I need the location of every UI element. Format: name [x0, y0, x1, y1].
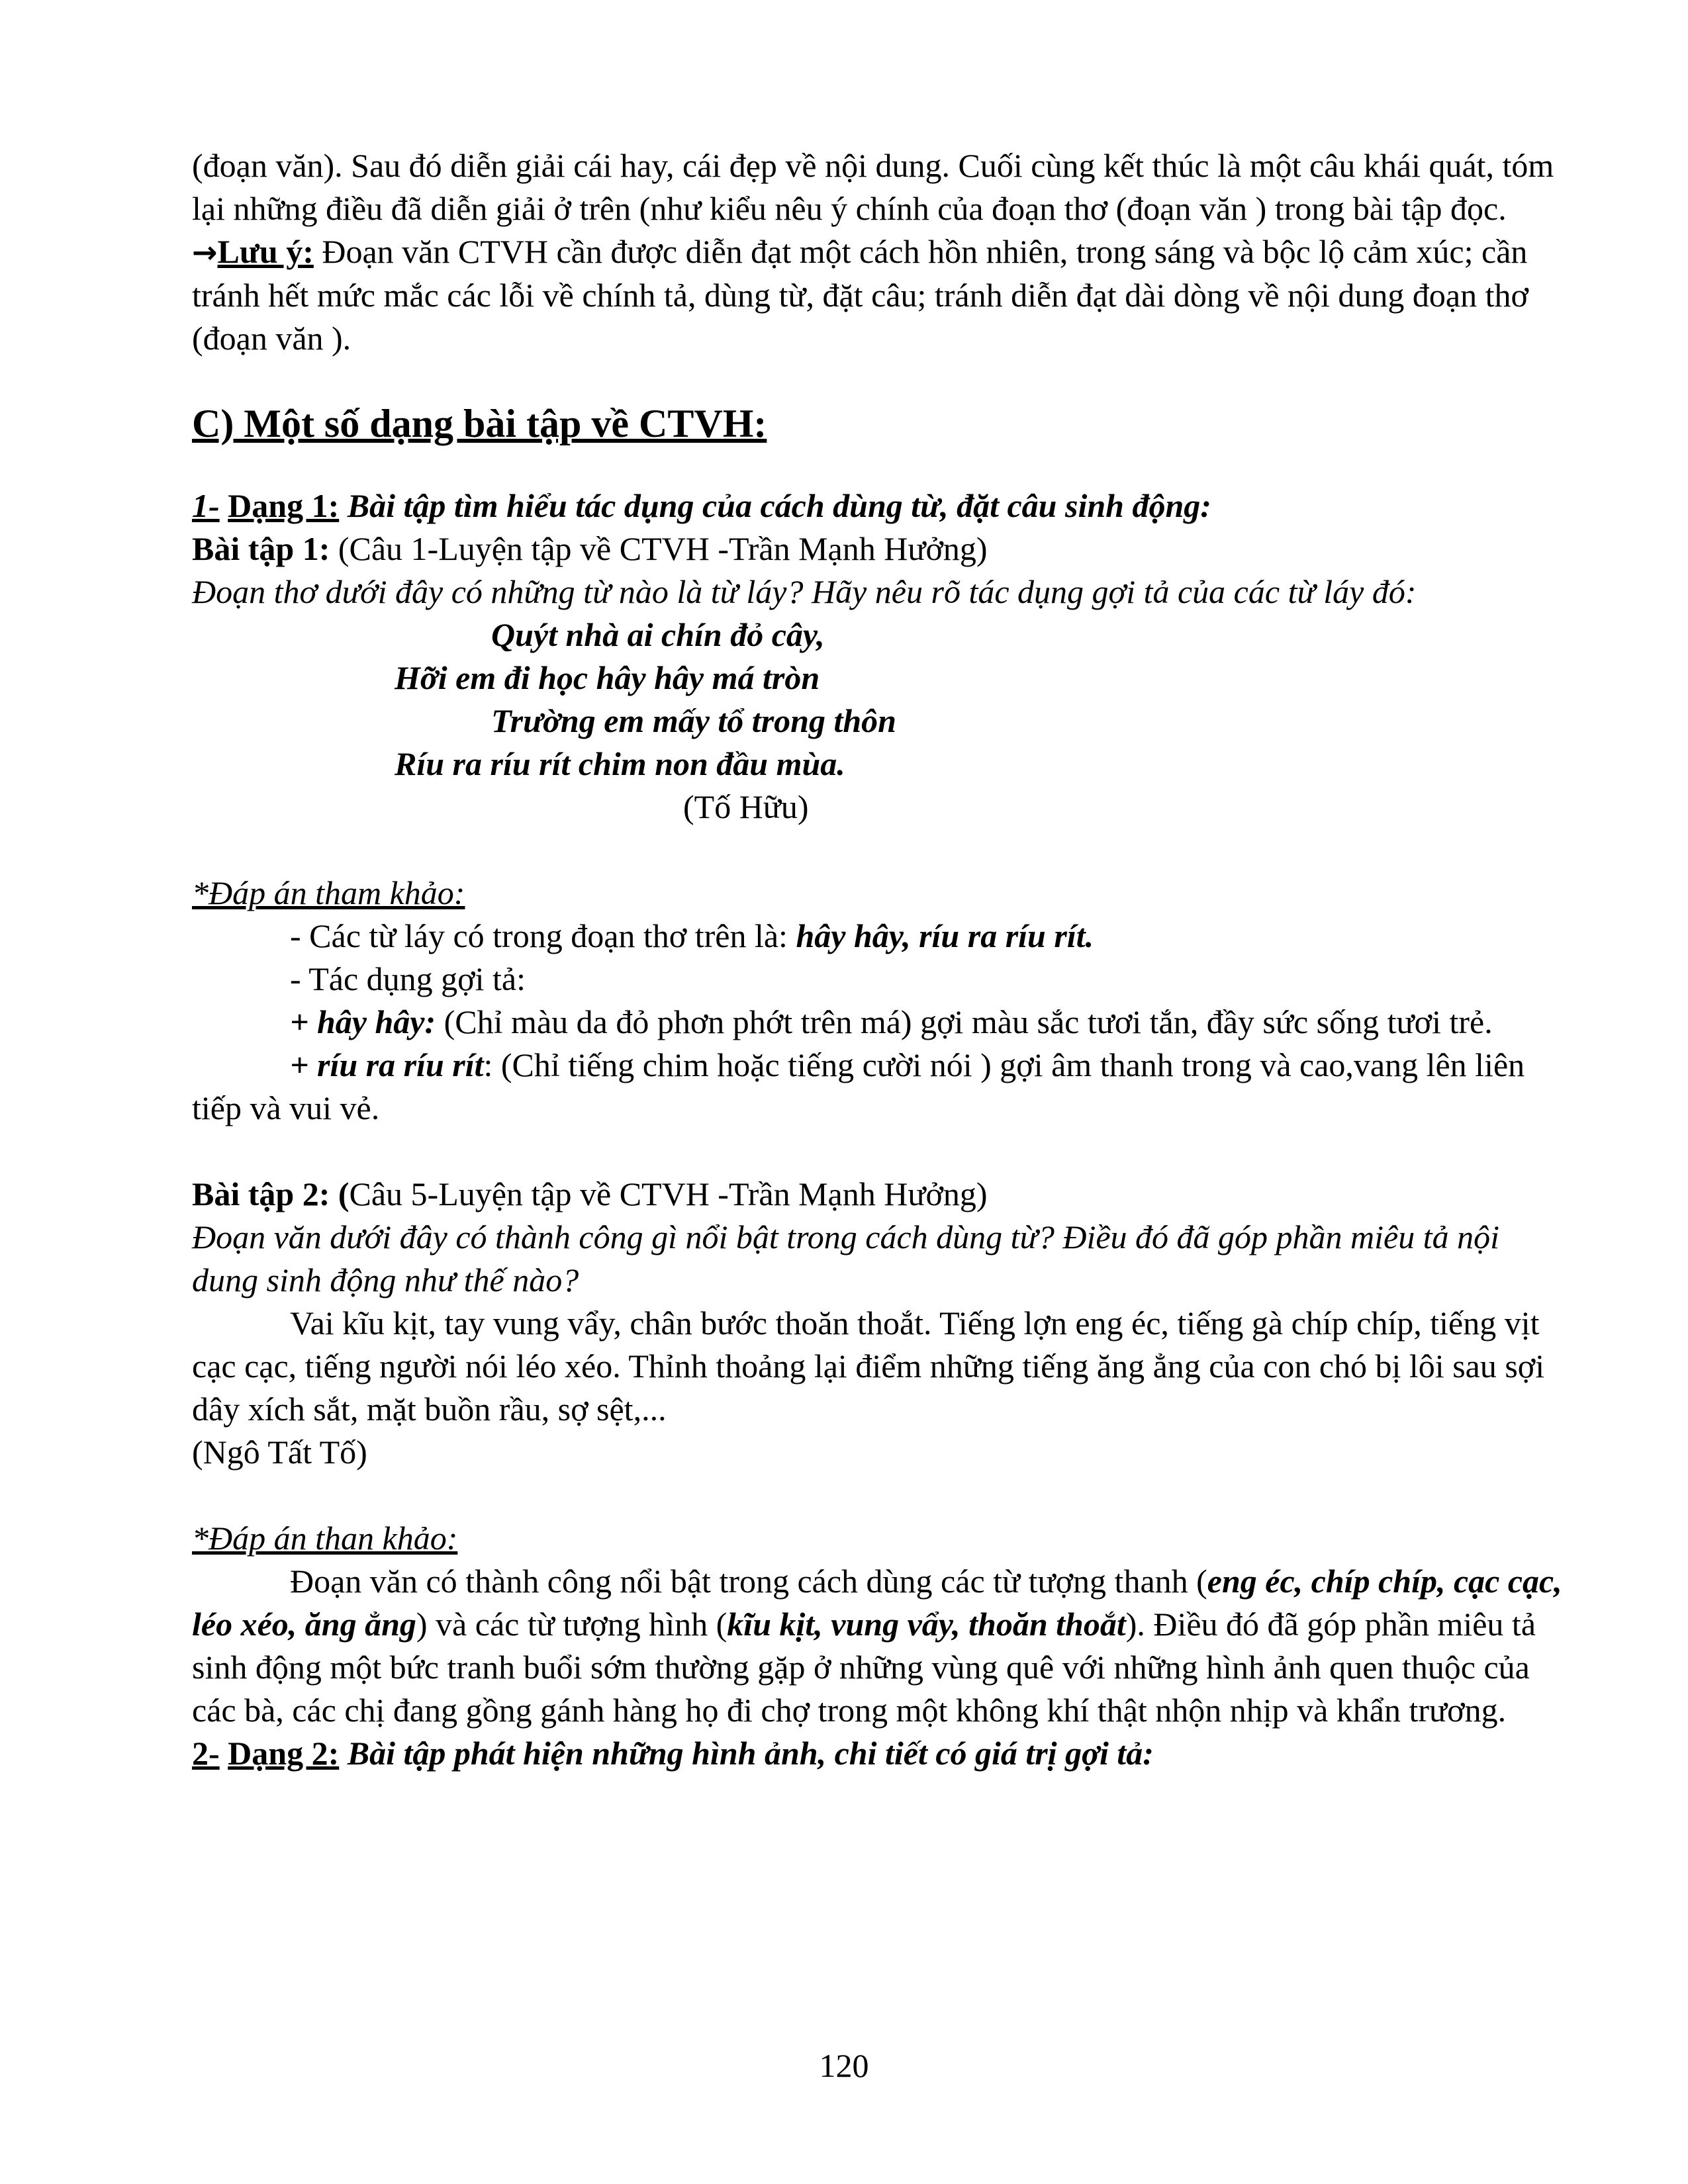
dang1-number: 1-	[192, 487, 220, 524]
answer2-text-1: Đoạn văn có thành công nổi bật trong cách dùng các từ tượng thanh (	[290, 1563, 1207, 1600]
note-label: Lưu ý:	[217, 233, 314, 270]
dang2-number: 2-	[192, 1735, 220, 1772]
poem-author: (Tố Hữu)	[683, 788, 809, 825]
answer1-label: *Đáp án tham khảo:	[192, 874, 465, 911]
exercise2-label: Bài tập 2: (	[192, 1175, 350, 1212]
answer2-paragraph	[192, 1560, 1562, 1732]
note-paragraph	[192, 230, 1562, 360]
note-text: Đoạn văn CTVH cần được diễn đạt một cách hồn nhiên, trong sáng và bộc lộ cảm xúc; cần tránh hết mức mắc các lỗi về chính tả, dùng từ, đặt câu; tránh diễn đạt dài dòng về nội dung đoạn thơ (đoạn văn ).	[192, 233, 1528, 357]
answer1-line-1-bold: hây hây, ríu ra ríu rít.	[796, 917, 1094, 954]
dang2-title: Bài tập phát hiện những hình ảnh, chi tiết có giá trị gợi tả:	[339, 1735, 1154, 1772]
exercise2-header	[192, 1173, 1562, 1216]
dang2-heading	[192, 1732, 1562, 1775]
answer2-label: *Đáp án than khảo:	[192, 1520, 458, 1557]
dang1-title: Bài tập tìm hiểu tác dụng của cách dùng từ, đặt câu sinh động:	[339, 487, 1211, 524]
poem-line-4: Ríu ra ríu rít chim non đầu mùa.	[395, 745, 845, 782]
answer1-line-3-text: (Chỉ màu da đỏ phơn phớt trên má) gợi màu sắc tươi tắn, đầy sức sống tươi trẻ.	[436, 1003, 1493, 1040]
page-content	[192, 144, 1562, 1775]
answer2-text-3: ). Điều đó đã góp phần miêu tả sinh động một bức tranh buổi sớm thường gặp ở những vùng quê với những hình ảnh quen thuộc của các bà, các chị đang gồng gánh hàng họ đi chợ trong một không khí thật nhộn nhịp và khẩn trương.	[192, 1606, 1536, 1729]
spacer	[192, 1474, 1562, 1517]
answer1-line-4-text: : (Chỉ tiếng chim hoặc tiếng cười nói ) gợi âm thanh trong và cao,vang lên liên tiếp và vui vẻ.	[192, 1046, 1525, 1126]
exercise2-passage: Vai kĩu kịt, tay vung vẩy, chân bước thoăn thoắt. Tiếng lợn eng éc, tiếng gà chíp chíp, tiếng vịt cạc cạc, tiếng người nói léo xéo. Thỉnh thoảng lại điểm những tiếng ăng ẳng của con chó bị lôi sau sợi dây xích sắt, mặt buồn rầu, sợ sệt,...	[192, 1304, 1545, 1428]
arrow-right-icon: →	[192, 234, 218, 270]
answer2-bold-2: kĩu kịt, vung vẩy, thoăn thoắt	[727, 1606, 1126, 1643]
exercise1-header	[192, 527, 1562, 570]
answer2-bold-1: eng éc, chíp chíp, cạc cạc, léo xéo, ăng ẳng	[192, 1563, 1562, 1643]
exercise1-question: Đoạn thơ dưới đây có những từ nào là từ láy? Hãy nêu rõ tác dụng gợi tả của các từ láy đó:	[192, 573, 1417, 610]
answer1-line-3-bold: + hây hây:	[290, 1003, 436, 1040]
dang2-label: Dạng 2:	[228, 1735, 340, 1772]
dang1-heading	[192, 484, 1562, 527]
poem-line-1: Quýt nhà ai chín đỏ cây,	[491, 616, 825, 653]
exercise2-author: (Ngô Tất Tố)	[192, 1433, 367, 1471]
spacer	[192, 1130, 1562, 1173]
exercise1-label: Bài tập 1:	[192, 530, 330, 567]
answer1-line-3	[192, 1001, 1562, 1044]
answer1-line-2: - Tác dụng gợi tả:	[290, 960, 526, 997]
poem-line-3: Trường em mấy tổ trong thôn	[491, 702, 896, 739]
exercise2-source: Câu 5-Luyện tập về CTVH -Trần Mạnh Hưởng)	[349, 1175, 988, 1212]
intro-paragraph: (đoạn văn). Sau đó diễn giải cái hay, cái đẹp về nội dung. Cuối cùng kết thúc là một câu khái quát, tóm lại những điều đã diễn giải ở trên (như kiểu nêu ý chính của đoạn thơ (đoạn văn ) trong bài tập đọc.	[192, 147, 1554, 227]
section-heading: C) Một số dạng bài tập về CTVH:	[192, 402, 767, 445]
spacer	[192, 829, 1562, 872]
dang1-label: Dạng 1:	[228, 487, 340, 524]
answer1-line-4	[192, 1044, 1562, 1130]
page-number: 120	[819, 2047, 869, 2084]
exercise2-question: Đoạn văn dưới đây có thành công gì nổi bật trong cách dùng từ? Điều đó đã góp phần miêu tả nội dung sinh động như thế nào?	[192, 1218, 1499, 1298]
answer1-line-1-text: - Các từ láy có trong đoạn thơ trên là:	[290, 917, 796, 954]
answer2-text-2: ) và các từ tượng hình (	[416, 1606, 727, 1643]
poem-line-2: Hỡi em đi học hây hây má tròn	[395, 659, 820, 696]
exercise1-source: (Câu 1-Luyện tập về CTVH -Trần Mạnh Hưởng)	[330, 530, 988, 567]
answer1-line-1	[192, 915, 1562, 958]
answer1-line-4-bold: + ríu ra ríu rít	[290, 1046, 484, 1083]
